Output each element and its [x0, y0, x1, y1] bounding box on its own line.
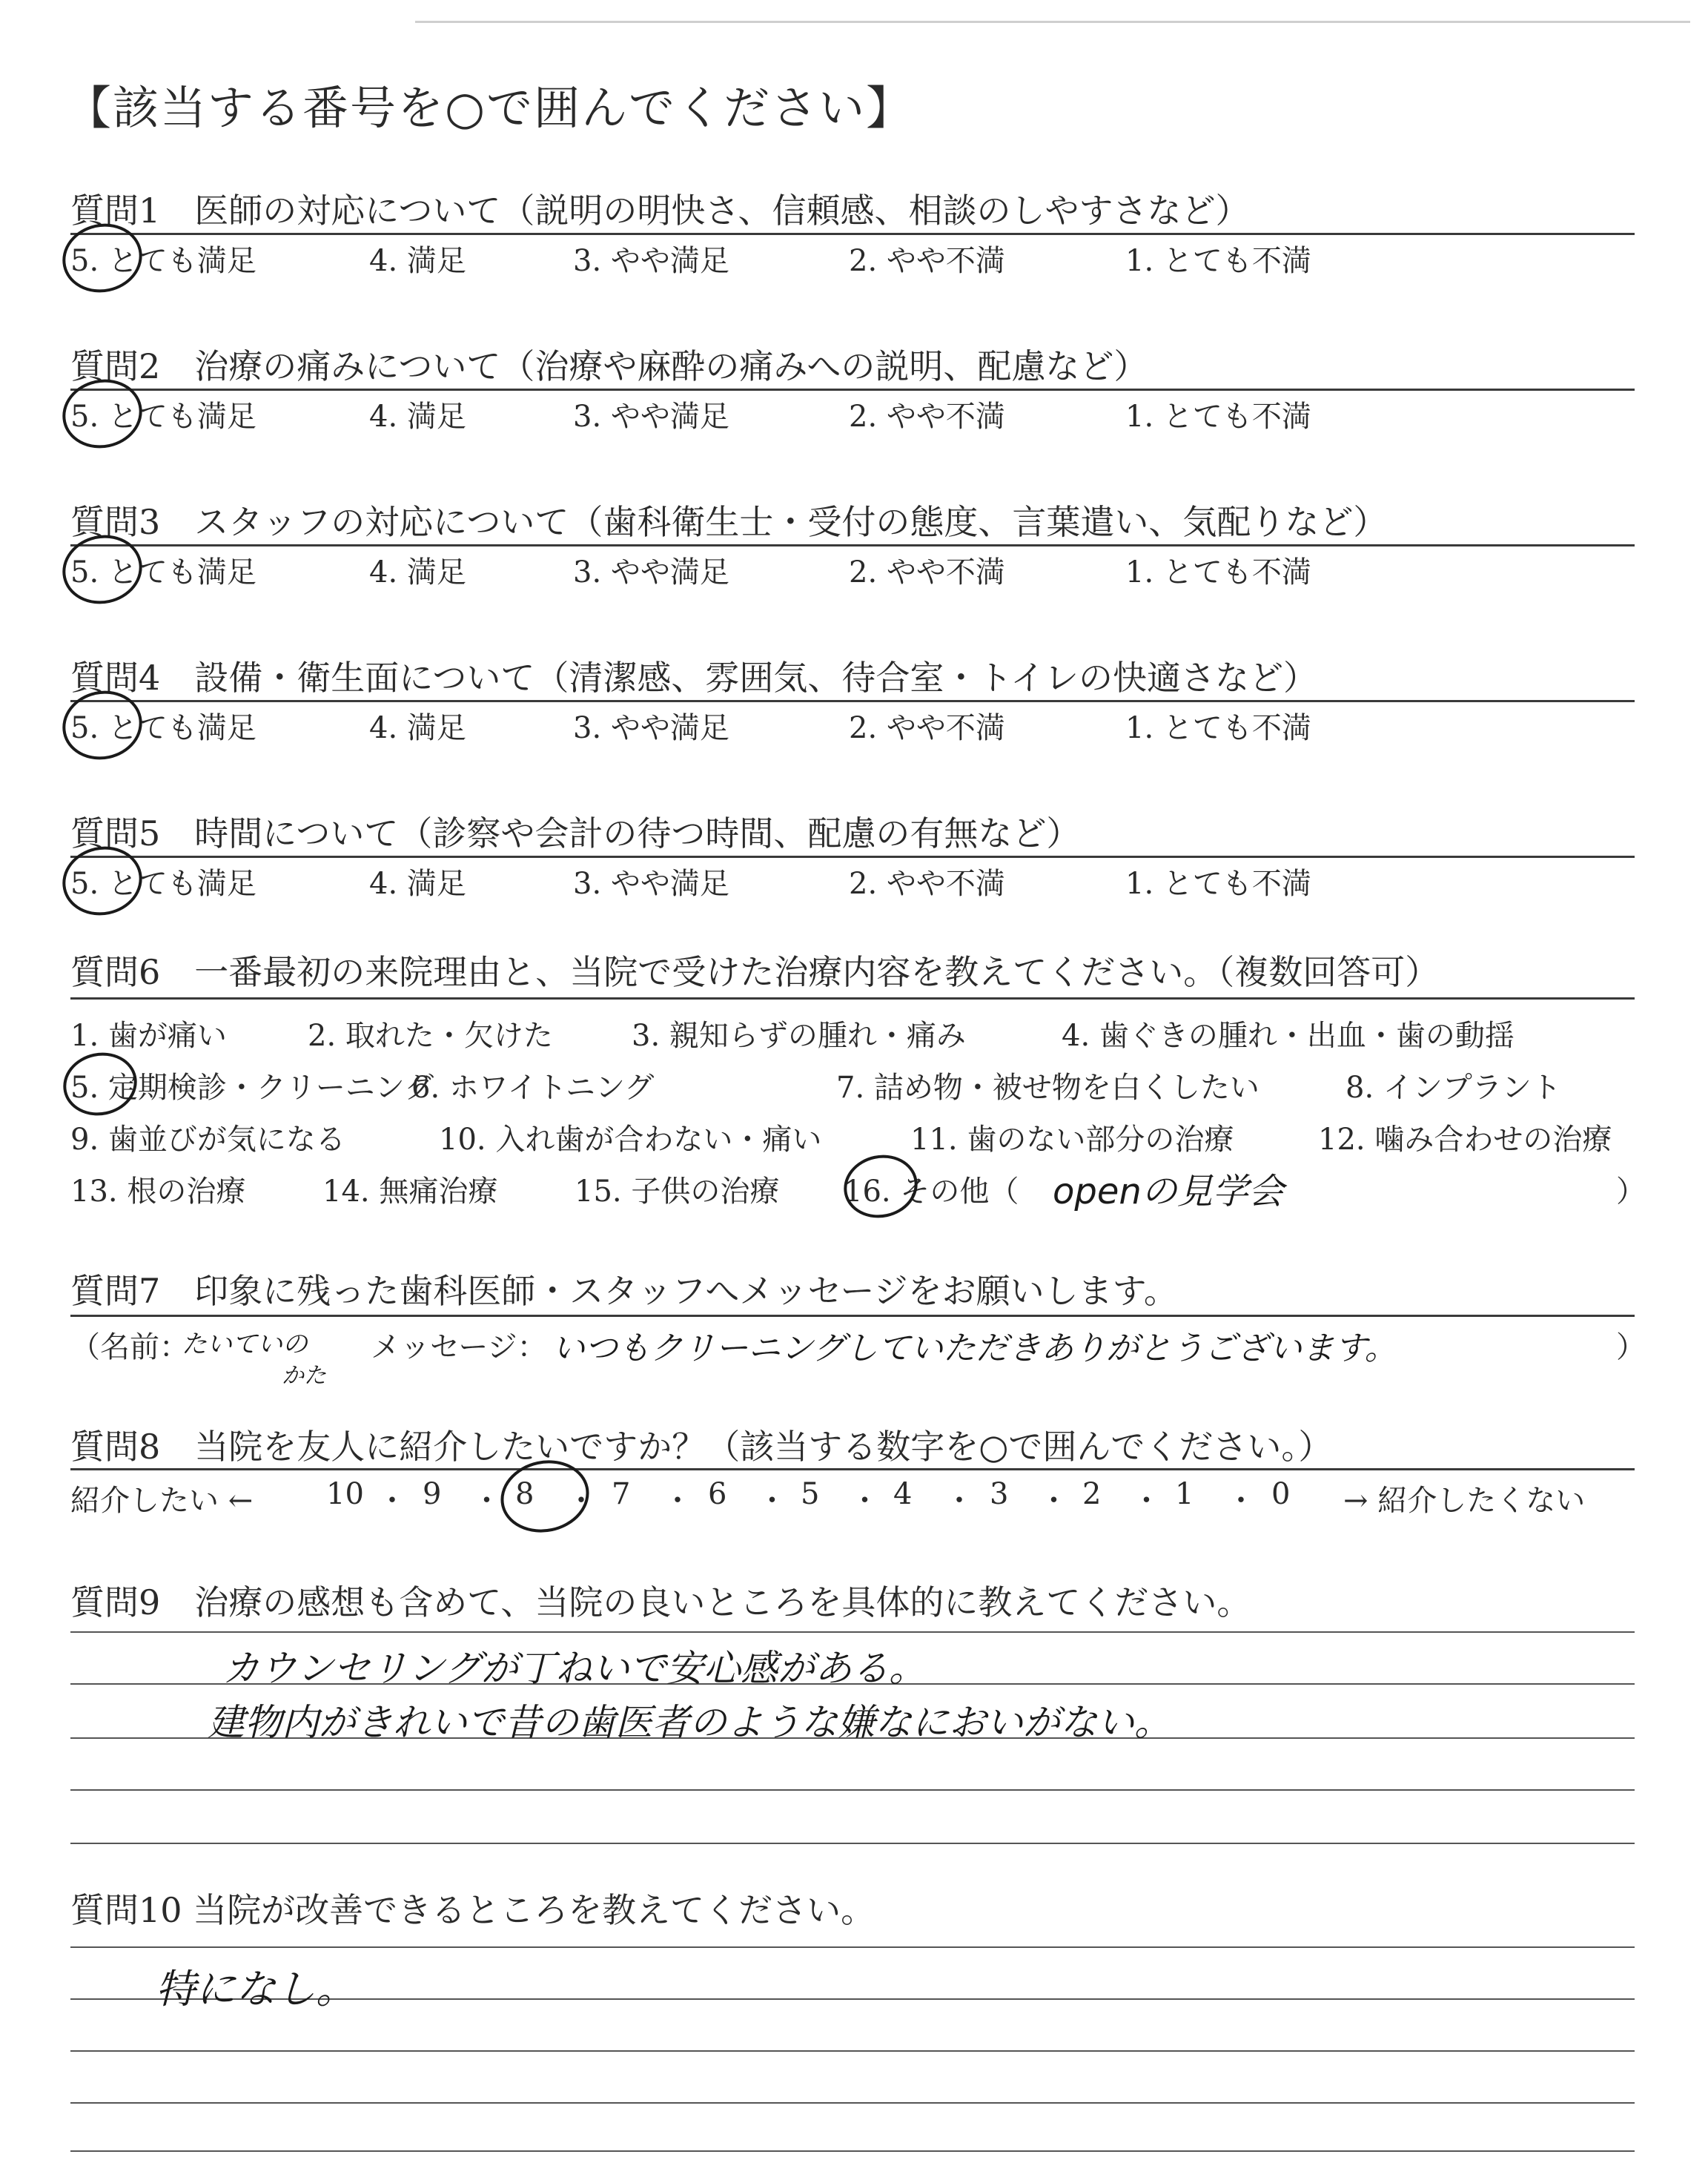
- q6-option-5: 5. 定期検診・クリーニング: [70, 1071, 434, 1105]
- q1-option-3: 3. やや満足: [573, 244, 729, 278]
- q8-scale-4: 4: [893, 1477, 913, 1511]
- q10-answer-line-1: 特になし。: [156, 1966, 356, 2012]
- q8-scale-5: 5: [801, 1477, 820, 1511]
- q9-answer-line-2: 建物内がきれいで昔の歯医者のような嫌なにおいがない。: [208, 1701, 1171, 1744]
- q6-option-9: 9. 歯並びが気になる: [70, 1123, 345, 1157]
- q10-title: 質問10 当院が改善できるところを教えてください。: [70, 1890, 875, 1930]
- q6-selection-circle-16: [838, 1149, 924, 1223]
- q5-option-3: 3. やや満足: [573, 867, 729, 901]
- q8-scale-1: 1: [1175, 1477, 1194, 1511]
- q10-line-1: [70, 1946, 1635, 1948]
- q5-selection-circle: [56, 841, 148, 921]
- q1-option-2: 2. やや不満: [849, 244, 1005, 278]
- q8-scale-separator: ・: [377, 1484, 407, 1518]
- q5-option-2: 2. やや不満: [849, 867, 1005, 901]
- q8-scale-8: 8: [515, 1477, 534, 1511]
- q8-scale-0: 0: [1271, 1477, 1291, 1511]
- q3-option-3: 3. やや満足: [573, 555, 729, 589]
- q10-line-3: [70, 2050, 1635, 2052]
- q8-scale-2: 2: [1082, 1477, 1102, 1511]
- q6-rule: [70, 997, 1635, 1000]
- q7-name-label: （名前：: [70, 1330, 189, 1364]
- q9-line-5: [70, 1843, 1635, 1844]
- q1-option-5: 5. とても満足: [70, 244, 256, 278]
- q3-rule: [70, 544, 1635, 546]
- q2-option-5: 5. とても満足: [70, 400, 256, 434]
- q3-selection-circle: [56, 529, 148, 610]
- q6-option-4: 4. 歯ぐきの腫れ・出血・歯の動揺: [1062, 1019, 1515, 1053]
- q3-option-1: 1. とても不満: [1125, 555, 1311, 589]
- q6-option-16: 16. その他（: [844, 1175, 1019, 1209]
- q4-option-3: 3. やや満足: [573, 711, 729, 745]
- q6-close-paren: ）: [1616, 1175, 1646, 1209]
- q5-rule: [70, 856, 1635, 858]
- q8-scale-separator: ・: [566, 1484, 596, 1518]
- scan-top-edge: [415, 21, 1690, 23]
- q8-left-label: 紹介したい ←: [70, 1484, 254, 1518]
- q4-rule: [70, 700, 1635, 702]
- q8-scale-7: 7: [612, 1477, 631, 1511]
- page-header: 【該当する番号を○で囲んでください】: [65, 81, 914, 135]
- q4-option-5: 5. とても満足: [70, 711, 256, 745]
- q6-option-14: 14. 無痛治療: [322, 1175, 498, 1209]
- q1-selection-circle: [56, 218, 148, 298]
- q6-selection-circle-5: [57, 1047, 143, 1121]
- q2-option-2: 2. やや不満: [849, 400, 1005, 434]
- q9-line-4: [70, 1789, 1635, 1791]
- q5-title: 質問5 時間について（診察や会計の待つ時間、配慮の有無など）: [70, 813, 1081, 853]
- q8-scale-6: 6: [708, 1477, 727, 1511]
- q3-option-2: 2. やや不満: [849, 555, 1005, 589]
- q3-option-5: 5. とても満足: [70, 555, 256, 589]
- q4-option-1: 1. とても不満: [1125, 711, 1311, 745]
- q8-scale-separator: ・: [1226, 1484, 1256, 1518]
- q8-scale-9: 9: [423, 1477, 442, 1511]
- q8-rule: [70, 1468, 1635, 1470]
- q8-selection-circle: [494, 1455, 595, 1538]
- q2-title: 質問2 治療の痛みについて（治療や麻酔の痛みへの説明、配慮など）: [70, 346, 1148, 386]
- q5-option-5: 5. とても満足: [70, 867, 256, 901]
- q6-option-7: 7. 詰め物・被せ物を白くしたい: [836, 1071, 1260, 1105]
- q7-message-answer: いつもクリーニングしていただきありがとうございます。: [552, 1330, 1397, 1367]
- q4-option-4: 4. 満足: [369, 711, 466, 745]
- q8-scale-10: 10: [326, 1477, 364, 1511]
- q1-option-1: 1. とても不満: [1125, 244, 1311, 278]
- q2-rule: [70, 389, 1635, 391]
- q4-selection-circle: [56, 685, 148, 765]
- q6-option-15: 15. 子供の治療: [575, 1175, 780, 1209]
- q8-title: 質問8 当院を友人に紹介したいですか？（該当する数字を○で囲んでください。）: [70, 1427, 1333, 1467]
- q6-option-13: 13. 根の治療: [70, 1175, 246, 1209]
- q7-message-label: メッセージ：: [371, 1330, 547, 1364]
- q6-option-11: 11. 歯のない部分の治療: [910, 1123, 1234, 1157]
- q5-option-4: 4. 満足: [369, 867, 466, 901]
- q8-scale-separator: ・: [471, 1484, 502, 1518]
- q6-option-10: 10. 入れ歯が合わない・痛い: [439, 1123, 822, 1157]
- q1-option-4: 4. 満足: [369, 244, 466, 278]
- q3-option-4: 4. 満足: [369, 555, 466, 589]
- q7-title: 質問7 印象に残った歯科医師・スタッフへメッセージをお願いします。: [70, 1271, 1178, 1311]
- q6-other-answer: openの見学会: [1053, 1171, 1284, 1212]
- q8-scale-separator: ・: [944, 1484, 974, 1518]
- q8-right-label: → 紹介したくない: [1343, 1484, 1586, 1518]
- q6-option-8: 8. インプラント: [1345, 1071, 1561, 1105]
- q7-rule: [70, 1315, 1635, 1317]
- q5-option-1: 1. とても不満: [1125, 867, 1311, 901]
- q6-option-12: 12. 噛み合わせの治療: [1318, 1123, 1612, 1157]
- q4-title: 質問4 設備・衛生面について（清潔感、雰囲気、待合室・トイレの快適さなど）: [70, 658, 1318, 698]
- q9-title: 質問9 治療の感想も含めて、当院の良いところを具体的に教えてください。: [70, 1582, 1251, 1622]
- q8-scale-3: 3: [990, 1477, 1009, 1511]
- q6-option-2: 2. 取れた・欠けた: [308, 1019, 553, 1053]
- q2-option-4: 4. 満足: [369, 400, 466, 434]
- q1-title: 質問1 医師の対応について（説明の明快さ、信頼感、相談のしやすさなど）: [70, 191, 1250, 231]
- q4-option-2: 2. やや不満: [849, 711, 1005, 745]
- q8-scale-separator: ・: [757, 1484, 787, 1518]
- q6-title: 質問6 一番最初の来院理由と、当院で受けた治療内容を教えてください。（複数回答可）: [70, 952, 1440, 992]
- q9-line-1: [70, 1631, 1635, 1633]
- q10-line-4: [70, 2102, 1635, 2104]
- q6-option-3: 3. 親知らずの腫れ・痛み: [632, 1019, 966, 1053]
- q6-option-1: 1. 歯が痛い: [70, 1019, 227, 1053]
- q2-selection-circle: [56, 374, 148, 454]
- q7-close-paren: ）: [1616, 1330, 1646, 1364]
- q8-scale-separator: ・: [663, 1484, 692, 1518]
- q7-name-answer-2: かた: [282, 1363, 326, 1389]
- q8-scale-separator: ・: [850, 1484, 880, 1518]
- q1-rule: [70, 233, 1635, 235]
- q2-option-1: 1. とても不満: [1125, 400, 1311, 434]
- q6-option-6: 6. ホワイトニング: [411, 1071, 655, 1105]
- q9-answer-line-1: カウンセリングが丁ねいで安心感がある。: [222, 1647, 926, 1690]
- q8-scale-separator: ・: [1039, 1484, 1069, 1518]
- q8-scale-separator: ・: [1131, 1484, 1162, 1518]
- q2-option-3: 3. やや満足: [573, 400, 729, 434]
- q7-name-answer-1: たいていの: [182, 1330, 308, 1359]
- q10-line-5: [70, 2150, 1635, 2152]
- q3-title: 質問3 スタッフの対応について（歯科衛生士・受付の態度、言葉遣い、気配りなど）: [70, 502, 1388, 542]
